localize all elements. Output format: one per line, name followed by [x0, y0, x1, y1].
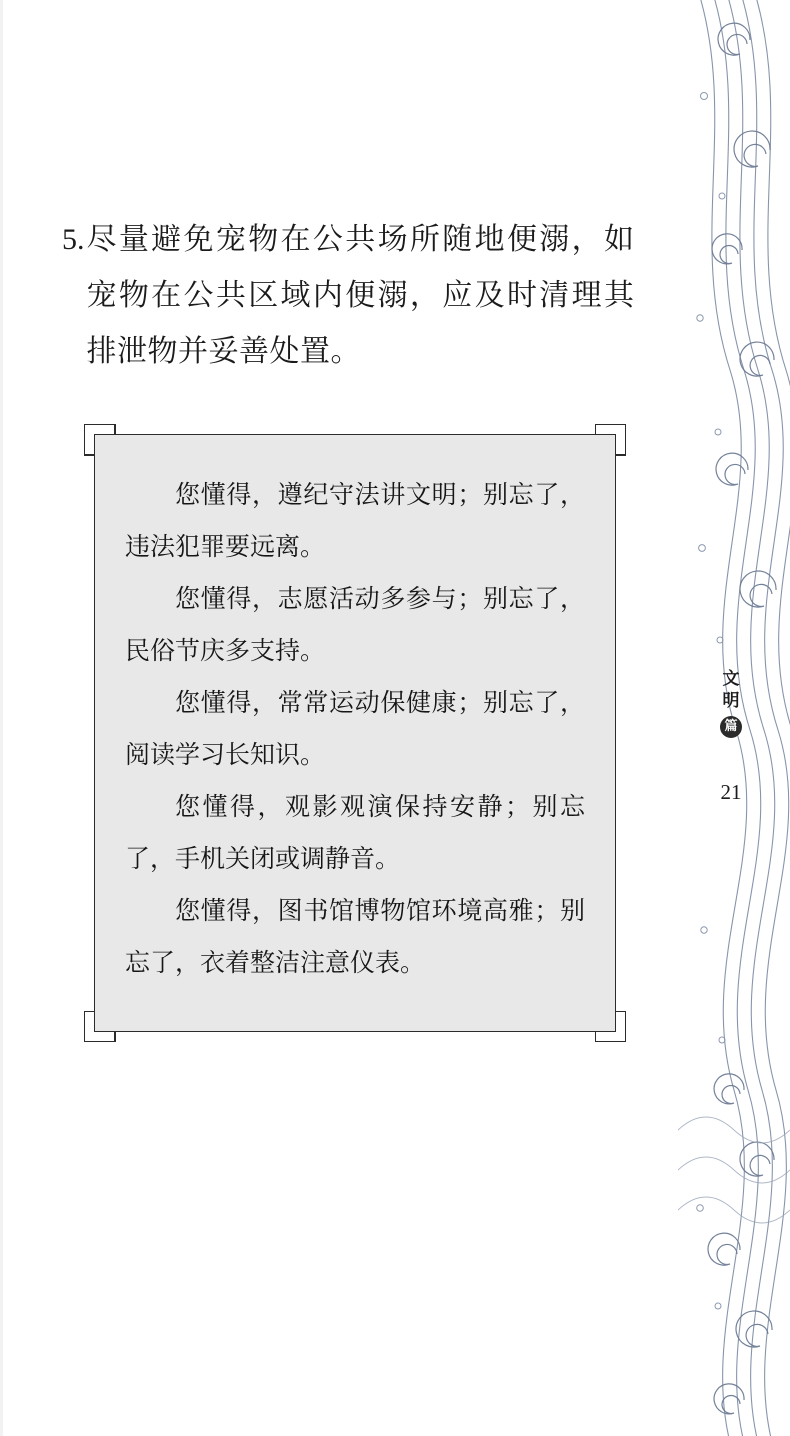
list-item-number: 5.	[62, 223, 85, 256]
quote-box-content	[94, 434, 616, 1032]
numbered-list-item	[62, 212, 662, 380]
section-label-char-2: 明	[722, 691, 740, 711]
quote-paragraph: 您懂得，观影观演保持安静；别忘了，手机关闭或调静音。	[125, 792, 585, 873]
frame-tick	[615, 454, 626, 456]
quote-paragraph: 您懂得，常常运动保健康；别忘了，阅读学习长知识。	[125, 688, 585, 769]
frame-tick	[615, 1011, 626, 1013]
quote-paragraph: 您懂得，图书馆博物馆环境高雅；别忘了，衣着整洁注意仪表。	[125, 896, 585, 977]
section-label	[714, 668, 748, 738]
section-seal-icon: 篇	[720, 716, 742, 738]
list-item-text: 尽量避免宠物在公共场所随地便溺，如宠物在公共区域内便溺，应及时清理其排泄物并妥善处置。	[86, 222, 635, 369]
page-number: 21	[720, 780, 742, 804]
frame-tick	[595, 1031, 597, 1042]
section-label-char-1: 文	[722, 669, 740, 689]
gutter-rule	[0, 0, 3, 1436]
quote-box	[84, 424, 626, 1042]
quote-paragraph: 您懂得，遵纪守法讲文明；别忘了，违法犯罪要远离。	[125, 480, 585, 561]
frame-tick	[114, 1031, 116, 1042]
quote-paragraph: 您懂得，志愿活动多参与；别忘了，民俗节庆多支持。	[125, 584, 585, 665]
